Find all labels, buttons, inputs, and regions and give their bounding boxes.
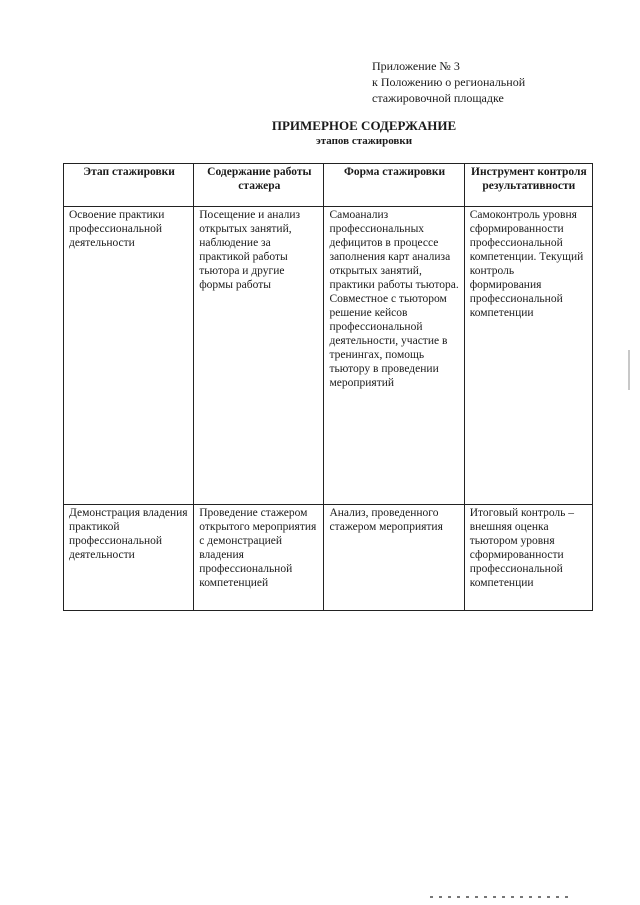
column-header-form: Форма стажировки xyxy=(324,164,464,207)
annex-line: стажировочной площадке xyxy=(372,91,504,105)
document-title: ПРИМЕРНОЕ СОДЕРЖАНИЕ xyxy=(271,118,457,133)
table-cell: Освоение практики профессиональной деятельности xyxy=(64,207,194,505)
scan-artifact xyxy=(628,350,630,390)
column-header-control-tool: Инструмент контроля результативности xyxy=(464,164,592,207)
table-cell: Самоанализ профессиональных дефицитов в процессе заполнения карт анализа открытых занятий, практики работы тьютора. Совместное с тьютором решение кейсов профессиональной деятельности, участие в тренингах, помощь тьютору в проведении мероприятий xyxy=(324,207,464,505)
annex-line: Приложение № 3 xyxy=(372,59,460,73)
table-cell: Самоконтроль уровня сформированности профессиональной компетенции. Текущий контроль формирования профессиональной компетенции xyxy=(464,207,592,505)
table-cell: Анализ, проведенного стажером мероприятия xyxy=(324,505,464,611)
table-header-row xyxy=(64,164,593,207)
annex-header xyxy=(372,58,602,106)
table-cell: Итоговый контроль – внешняя оценка тьютором уровня сформированности профессиональной компетенции xyxy=(464,505,592,611)
table-cell: Демонстрация владения практикой профессиональной деятельности xyxy=(64,505,194,611)
table-cell: Посещение и анализ открытых занятий, наблюдение за практикой работы тьютора и другие формы работы xyxy=(194,207,324,505)
table-row xyxy=(64,207,593,505)
document-subtitle: этапов стажировки xyxy=(315,135,413,147)
scan-artifact xyxy=(430,896,570,898)
stages-table xyxy=(63,163,593,611)
table-row xyxy=(64,505,593,611)
table-cell: Проведение стажером открытого мероприятия с демонстрацией владения профессиональной компетенцией xyxy=(194,505,324,611)
column-header-stage: Этап стажировки xyxy=(64,164,194,207)
annex-line: к Положению о региональной xyxy=(372,75,526,89)
column-header-content: Содержание работы стажера xyxy=(194,164,324,207)
